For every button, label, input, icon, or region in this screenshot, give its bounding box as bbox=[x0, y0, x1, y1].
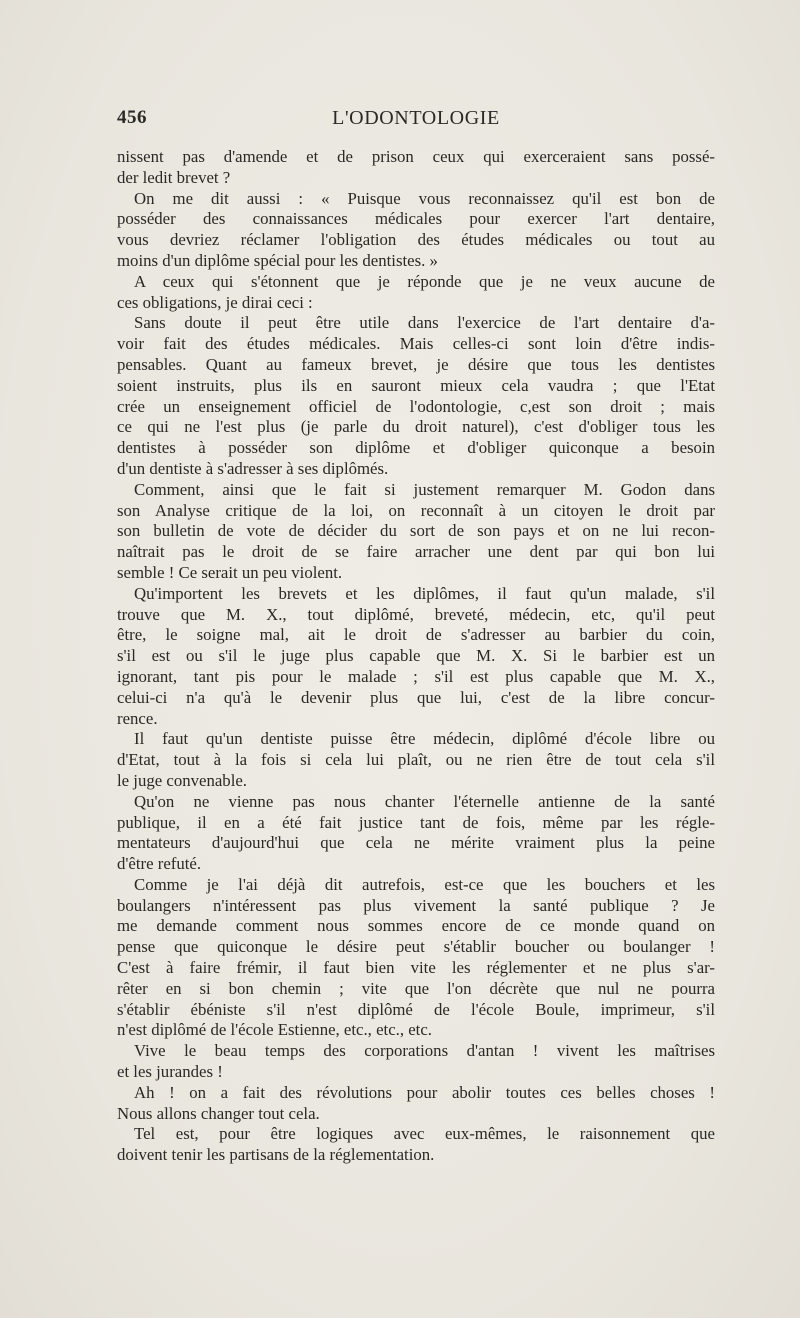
text-line: Sans doute il peut être utile dans l'exercice de l'art dentaire d'a- bbox=[134, 313, 715, 333]
text-line: soient instruits, plus ils en sauront mieux cela vaudra ; que l'Etat bbox=[117, 375, 715, 395]
page-header bbox=[117, 107, 715, 137]
text-line: n'est diplômé de l'école Estienne, etc., etc., etc. bbox=[117, 1020, 432, 1040]
text-line: Il faut qu'un dentiste puisse être médecin, diplômé d'école libre ou bbox=[134, 729, 715, 749]
page-number: 456 bbox=[117, 107, 147, 128]
paragraph bbox=[117, 1083, 715, 1125]
text-line: Vive le beau temps des corporations d'antan ! vivent les maîtrises bbox=[134, 1041, 715, 1061]
text-line: le juge convenable. bbox=[117, 770, 247, 790]
text-line: dentistes à posséder son diplôme et d'obliger quiconque a besoin bbox=[117, 438, 715, 458]
text-line: son Analyse critique de la loi, on reconnaît à un citoyen le droit par bbox=[117, 500, 715, 520]
text-line: boulangers n'intéressent pas plus vivement la santé publique ? Je bbox=[117, 895, 715, 915]
text-line: s'établir ébéniste s'il n'est diplômé de l'école Boule, imprimeur, s'il bbox=[117, 999, 715, 1019]
paragraph bbox=[117, 147, 715, 189]
paragraph bbox=[117, 584, 715, 730]
text-line: d'un dentiste à s'adresser à ses diplômés. bbox=[117, 458, 389, 478]
paragraph bbox=[117, 792, 715, 875]
text-line: voir fait des études médicales. Mais celles-ci sont loin d'être indis- bbox=[117, 334, 715, 354]
text-line: Ah ! on a fait des révolutions pour abolir toutes ces belles choses ! bbox=[134, 1082, 715, 1102]
paragraph bbox=[117, 480, 715, 584]
text-line: doivent tenir les partisans de la réglementation. bbox=[117, 1145, 435, 1165]
text-line: pense que quiconque le désire peut s'établir boucher ou boulanger ! bbox=[117, 937, 715, 957]
text-line: d'Etat, tout à la fois si cela lui plaît, ou ne rien être de tout cela s'il bbox=[117, 750, 715, 770]
text-line: semble ! Ce serait un peu violent. bbox=[117, 562, 343, 582]
paragraph bbox=[117, 1041, 715, 1083]
text-line: ce qui ne l'est plus (je parle du droit naturel), c'est d'obliger tous les bbox=[117, 417, 715, 437]
text-line: ignorant, tant pis pour le malade ; s'il est plus capable que M. X., bbox=[117, 666, 715, 686]
paragraph bbox=[117, 1124, 715, 1166]
text-line: C'est à faire frémir, il faut bien vite les réglementer et ne plus s'ar- bbox=[117, 958, 715, 978]
text-line: et les jurandes ! bbox=[117, 1062, 223, 1082]
text-line: Comme je l'ai déjà dit autrefois, est-ce que les bouchers et les bbox=[134, 874, 715, 894]
text-line: mentateurs d'aujourd'hui que cela ne mérite vraiment plus la peine bbox=[117, 833, 715, 853]
text-line: vous devriez réclamer l'obligation des études médicales ou tout au bbox=[117, 230, 715, 250]
text-line: On me dit aussi : « Puisque vous reconnaissez qu'il est bon de bbox=[134, 188, 715, 208]
text-line: me demande comment nous sommes encore de ce monde quand on bbox=[117, 916, 715, 936]
text-line: A ceux qui s'étonnent que je réponde que je ne veux aucune de bbox=[134, 271, 715, 291]
text-line: crée un enseignement officiel de l'odontologie, c,est son droit ; mais bbox=[117, 396, 715, 416]
text-line: publique, il en a été fait justice tant de fois, même par les régle- bbox=[117, 812, 715, 832]
paragraph bbox=[117, 313, 715, 479]
paragraph bbox=[117, 729, 715, 791]
text-line: der ledit brevet ? bbox=[117, 167, 231, 187]
text-line: d'être refuté. bbox=[117, 854, 202, 874]
paragraph bbox=[117, 272, 715, 314]
text-line: Comment, ainsi que le fait si justement remarquer M. Godon dans bbox=[134, 479, 715, 499]
text-line: être, le soigne mal, ait le droit de s'adresser au barbier du coin, bbox=[117, 625, 715, 645]
body-text bbox=[117, 147, 715, 1166]
paragraph bbox=[117, 189, 715, 272]
text-line: moins d'un diplôme spécial pour les dentistes. » bbox=[117, 250, 438, 270]
text-line: son bulletin de vote de décider du sort de son pays et on ne lui recon- bbox=[117, 521, 715, 541]
text-line: Tel est, pour être logiques avec eux-mêmes, le raisonnement que bbox=[134, 1124, 715, 1144]
paragraph bbox=[117, 875, 715, 1041]
text-line: posséder des connaissances médicales pour exercer l'art dentaire, bbox=[117, 209, 715, 229]
text-line: nissent pas d'amende et de prison ceux qui exerceraient sans possé- bbox=[117, 147, 715, 166]
running-title: L'ODONTOLOGIE bbox=[332, 107, 500, 129]
text-line: s'il est ou s'il le juge plus capable que M. X. Si le barbier est un bbox=[117, 646, 715, 666]
text-line: Qu'importent les brevets et les diplômes, il faut qu'un malade, s'il bbox=[134, 583, 715, 603]
text-line: rêter en si bon chemin ; vite que l'on décrète que nul ne pourra bbox=[117, 978, 715, 998]
text-line: ces obligations, je dirai ceci : bbox=[117, 292, 313, 312]
text-line: pensables. Quant au fameux brevet, je désire que tous les dentistes bbox=[117, 354, 715, 374]
text-line: trouve que M. X., tout diplômé, breveté, médecin, etc, qu'il peut bbox=[117, 604, 715, 624]
text-line: rence. bbox=[117, 708, 158, 728]
text-line: Qu'on ne vienne pas nous chanter l'éternelle antienne de la santé bbox=[134, 791, 715, 811]
text-line: celui-ci n'a qu'à le devenir plus que lui, c'est de la libre concur- bbox=[117, 687, 715, 707]
text-line: Nous allons changer tout cela. bbox=[117, 1103, 320, 1123]
text-line: naîtrait pas le droit de se faire arracher une dent par qui bon lui bbox=[117, 542, 715, 562]
